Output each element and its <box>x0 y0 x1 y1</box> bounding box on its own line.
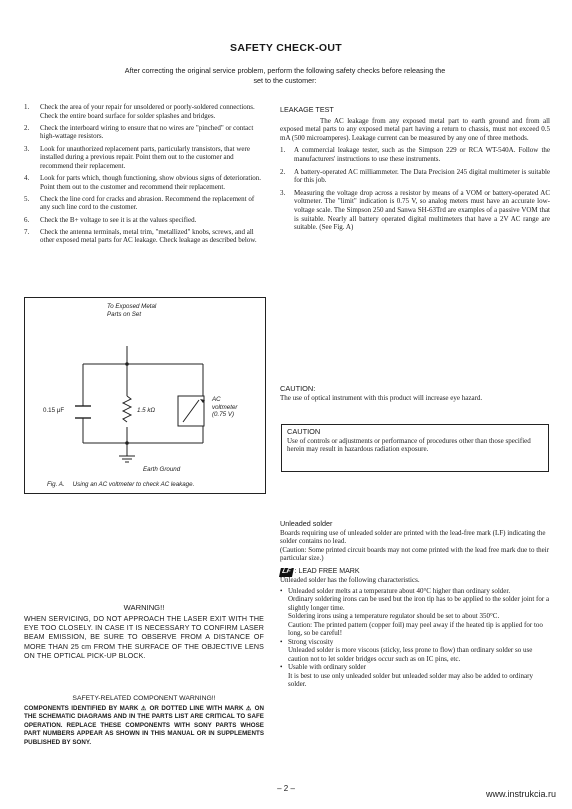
page-title: SAFETY CHECK-OUT <box>230 42 342 54</box>
bullet-icon: • <box>280 586 283 595</box>
caution-heading: CAUTION: <box>280 384 316 393</box>
list-item: 6. Check the B+ voltage to see it is at the values specified. <box>24 215 197 224</box>
figure-label-top: To Exposed Metal Parts on Set <box>107 303 157 318</box>
list-item: 7. Check the antenna terminals, metal trim, "metallized" knobs, screws, and all other exposed metal parts for AC leakage. Check leakage as described below. <box>24 227 257 245</box>
safety-related-warning <box>24 695 264 747</box>
safety-related-heading: SAFETY-RELATED COMPONENT WARNING!! <box>72 695 216 702</box>
caution-box-heading: CAUTION <box>287 427 321 436</box>
list-item: • Usable with ordinary solder It is best to use only unleaded solder but unleaded solder may also be added to ordinary solder. <box>280 663 533 688</box>
capacitor-label: 0.15 μF <box>43 407 65 414</box>
unleaded-paragraph: Boards requiring use of unleaded solder are printed with the lead-free mark (LF) indicating the solder contains no lead. <box>280 528 546 545</box>
warning-heading: WARNING!! <box>123 603 165 612</box>
unleaded-characteristics <box>280 587 552 689</box>
intro-text: After correcting the original service problem, perform the following safety checks before releasing the set to the customer: <box>124 66 446 85</box>
figure-a-box <box>24 297 266 494</box>
ground-label: Earth Ground <box>143 466 181 473</box>
leakage-test-section <box>280 106 550 236</box>
list-item: 3. Measuring the voltage drop across a resistor by means of a VOM or battery-operated AC voltmeter. The "limit" indication is 0.75 V, so analog meters must have an accurate low-voltage scale. The Simpson 250 and Sanwa SH-63Trd are examples of a passive VOM that is suitable. Nearly all battery operated digital multimeters that have a 2V AC range are suitable. (See Fig. A) <box>280 188 550 232</box>
lead-free-mark-line <box>280 567 552 577</box>
unleaded-heading: Unleaded solder <box>280 519 333 528</box>
caution-box <box>281 424 549 472</box>
list-item: 1. Check the area of your repair for unsoldered or poorly-soldered connections. Check the entire board surface for solder splashes and bridges. <box>24 103 255 120</box>
voltmeter-label: AC voltmeter (0.75 V) <box>212 396 238 418</box>
leakage-test-paragraph: The AC leakage from any exposed metal part to earth ground and from all exposed metal parts to any exposed metal part having a return to chassis, must not exceed 0.5 mA (500 microamperes). Leakage current can be measured by any one of three methods. <box>280 116 550 142</box>
lead-free-mark-label: : LEAD FREE MARK <box>294 567 360 575</box>
warning-text: WHEN SERVICING, DO NOT APPROACH THE LASER EXIT WITH THE EYE TOO CLOSELY. IN CASE IT IS NECESSARY TO CONFIRM LASER BEAM EMISSION, BE SURE TO OBSERVE FROM A DISTANCE OF MORE THAN 25 cm FROM THE SURFACE OF THE OBJECTIVE LENS ON THE OPTICAL PICK-UP BLOCK. <box>24 615 264 660</box>
safety-checklist <box>24 103 264 248</box>
safety-related-text: COMPONENTS IDENTIFIED BY MARK ⚠ OR DOTTED LINE WITH MARK ⚠ ON THE SCHEMATIC DIAGRAMS AND IN THE PARTS LIST ARE CRITICAL TO SAFE OPERATION. REPLACE THESE COMPONENTS WITH SONY PARTS WHOSE PART NUMBERS APPEAR AS SHOWN IN THIS MANUAL OR IN SUPPLEMENTS PUBLISHED BY SONY. <box>24 705 264 746</box>
laser-warning <box>24 603 264 661</box>
list-item: • Unleaded solder melts at a temperature about 40°C higher than ordinary solder. Ordinary soldering irons can be used but the iron tip has to be applied to the solder joint for a slightly longer time. Soldering irons using a temperature regulator should be set to about 350°C. Caution: The printed pattern (copper foil) may peel away if the heated tip is applied for too long, so be careful! <box>280 586 550 637</box>
list-item: 1. A commercial leakage tester, such as the Simpson 229 or RCA WT-540A. Follow the manufacturers' instructions to use these instruments. <box>280 146 550 163</box>
lead-free-mark-icon: LF <box>279 568 293 577</box>
caution-box-text: Use of controls or adjustments or performance of procedures other than those specified herein may result in hazardous radiation exposure. <box>287 436 531 454</box>
unleaded-solder-section <box>280 520 552 689</box>
page-number: – 2 – <box>277 784 295 793</box>
list-item: 2. A battery-operated AC milliammeter. The Data Precision 245 digital multimeter is suitable for this job. <box>280 167 550 185</box>
resistor-label: 1.5 kΩ <box>137 407 156 414</box>
list-item: 4. Look for parts which, though functioning, show obvious signs of deterioration. Point them out to the customer and recommend their replacement. <box>24 173 262 191</box>
list-item: 2. Check the interboard wiring to ensure that no wires are "pinched" or contact high-wattage resistors. <box>24 123 254 141</box>
figure-caption: Fig. A. Using an AC voltmeter to check AC leakage. <box>47 481 195 488</box>
list-item: • Strong viscosity Unleaded solder is more viscous (sticky, less prone to flow) than ordinary solder so use caution not to let solder bridges occur such as on IC pins, etc. <box>280 637 533 663</box>
watermark: www.instrukcia.ru <box>485 789 556 799</box>
unleaded-caution: (Caution: Some printed circuit boards may not come printed with the lead free mark due to their particular size.) <box>280 545 550 562</box>
leakage-methods <box>280 146 550 231</box>
caution-optical <box>280 385 548 402</box>
unleaded-characteristics-intro: Unleaded solder has the following characteristics. <box>280 576 420 584</box>
leakage-test-heading: LEAKAGE TEST <box>280 105 334 114</box>
caution-text: The use of optical instrument with this product will increase eye hazard. <box>280 393 483 402</box>
bullet-icon: • <box>280 637 283 646</box>
list-item: 3. Look for unauthorized replacement parts, particularly transistors, that were installed during a previous repair. Point them out to the customer and recommend their replacement. <box>24 144 250 170</box>
bullet-icon: • <box>280 663 283 671</box>
list-item: 5. Check the line cord for cracks and abrasion. Recommend the replacement of any such line cord to the customer. <box>24 194 255 212</box>
